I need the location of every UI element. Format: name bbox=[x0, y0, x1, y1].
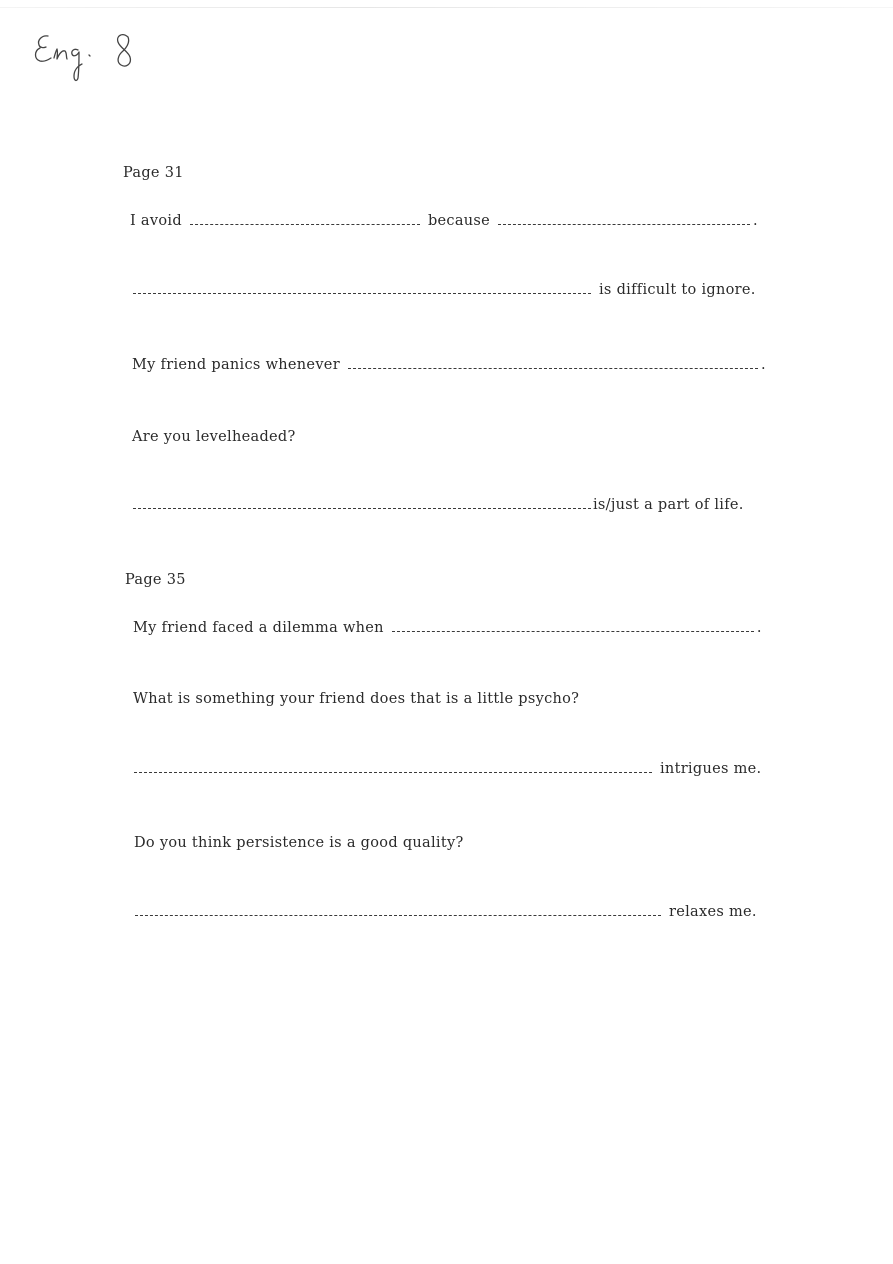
sentence-avoid-period: . bbox=[753, 213, 758, 229]
sentence-avoid-prefix: I avoid bbox=[130, 213, 182, 229]
sentence-dilemma-prefix: My friend faced a dilemma when bbox=[133, 620, 384, 636]
sentence-avoid-middle: because bbox=[427, 213, 491, 229]
sentence-ignore-suffix: is difficult to ignore. bbox=[599, 282, 756, 298]
page-label-31: Page 31 bbox=[123, 165, 184, 181]
sentence-panics bbox=[132, 357, 766, 373]
blank-dilemma[interactable] bbox=[392, 630, 754, 632]
blank-panics[interactable] bbox=[348, 367, 758, 369]
sentence-panics-period: . bbox=[760, 357, 766, 373]
page-label-35: Page 35 bbox=[125, 572, 186, 588]
sentence-part-of-life bbox=[133, 497, 744, 513]
blank-avoid-object[interactable] bbox=[190, 223, 420, 225]
sentence-relaxes bbox=[135, 904, 757, 920]
blank-ignore-subject[interactable] bbox=[133, 292, 591, 294]
handwritten-label bbox=[28, 24, 148, 86]
sentence-dilemma bbox=[133, 620, 762, 636]
sentence-avoid bbox=[130, 213, 758, 229]
blank-intrigues[interactable] bbox=[134, 771, 652, 773]
sentence-intrigues bbox=[134, 761, 761, 777]
question-persistence: Do you think persistence is a good quality? bbox=[134, 835, 464, 851]
blank-relaxes[interactable] bbox=[135, 914, 661, 916]
blank-part-of-life[interactable] bbox=[133, 507, 591, 509]
question-levelheaded: Are you levelheaded? bbox=[132, 429, 296, 445]
sentence-intrigues-suffix: intrigues me. bbox=[660, 761, 762, 777]
blank-avoid-reason[interactable] bbox=[498, 223, 750, 225]
scan-edge bbox=[0, 7, 893, 8]
sentence-part-of-life-suffix: is/just a part of life. bbox=[593, 497, 744, 513]
sentence-dilemma-period: . bbox=[756, 620, 762, 636]
sentence-ignore bbox=[133, 282, 756, 298]
sentence-panics-prefix: My friend panics whenever bbox=[132, 357, 340, 373]
question-psycho: What is something your friend does that is a little psycho? bbox=[133, 691, 580, 707]
sentence-relaxes-suffix: relaxes me. bbox=[669, 904, 757, 920]
